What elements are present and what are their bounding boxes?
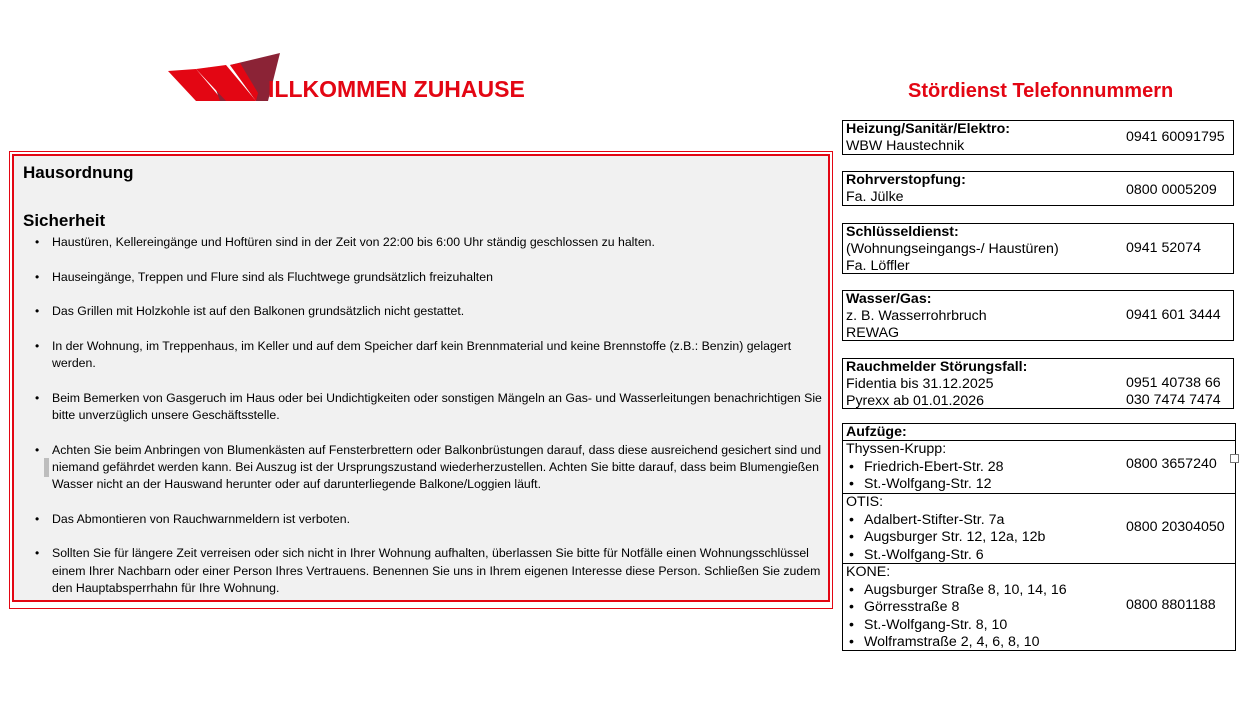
phone-number[interactable]: 0800 8801188 — [1126, 597, 1216, 613]
aufzug-company-kone — [843, 563, 1235, 650]
address-item: • St.-Wolfgang-Str. 6 — [846, 547, 1235, 565]
rules-list — [23, 234, 822, 615]
card-label: Rohrverstopfung: — [846, 172, 966, 188]
rule-item: • Sollten Sie für längere Zeit verreisen oder sich nicht in Ihrer Wohnung aufhalten, überlassen Sie bitte für Notfälle einen Wohnungsschlüssel einem Ihrer Nachbarn oder einer Person Ihres Vertrauens. Benennen Sie uns in Ihrem eigenen Interesse diese Person. Schließen Sie zudem den Hauptabsperrhahn für Ihre Wohnung. — [52, 545, 822, 597]
phone-number[interactable]: 0941 52074 — [1126, 240, 1201, 256]
rule-item: • Das Abmontieren von Rauchwarnmeldern ist verboten. — [52, 511, 822, 528]
company-name: KONE: — [846, 564, 891, 580]
logo-text: ILLKOMMEN ZUHAUSE — [268, 76, 525, 102]
card-line: z. B. Wasserrohrbruch — [846, 308, 987, 324]
phone-number[interactable]: 0951 40738 66 — [1126, 375, 1221, 391]
hausordnung-title: Hausordnung — [23, 163, 134, 182]
company-name: OTIS: — [846, 494, 884, 510]
w-logo-icon — [168, 53, 283, 103]
rule-item: • Haustüren, Kellereingänge und Hoftüren sind in der Zeit von 22:00 bis 6:00 Uhr ständig geschlossen zu halten. — [52, 234, 822, 251]
table-edit-handle-icon[interactable] — [1230, 454, 1239, 463]
aufzug-company-otis — [843, 493, 1235, 563]
phone-number[interactable]: 0800 20304050 — [1126, 519, 1225, 535]
address-item: • Adalbert-Stifter-Str. 7a — [846, 512, 1235, 530]
hausordnung-inner — [12, 154, 830, 602]
address-item: • Augsburger Str. 12, 12a, 12b — [846, 529, 1235, 547]
company-name: Thyssen-Krupp: — [846, 441, 947, 457]
card-line: Fa. Jülke — [846, 189, 904, 205]
rule-item: • Beim Bemerken von Gasgeruch im Haus oder bei Undichtigkeiten oder sonstigen Mängeln an Gas- und Wasserleitungen benachrichtigen Sie bitte unverzüglich unsere Geschäftsstelle. — [52, 390, 822, 425]
contact-card-rauchmelder — [842, 358, 1234, 409]
aufzug-company-thyssen — [843, 440, 1235, 493]
phone-number[interactable]: 0941 60091795 — [1126, 129, 1225, 145]
card-label: Rauchmelder Störungsfall: — [846, 359, 1028, 375]
card-label: Wasser/Gas: — [846, 291, 932, 307]
address-item: • Augsburger Straße 8, 10, 14, 16 — [846, 582, 1235, 600]
aufzuege-table — [842, 423, 1236, 651]
contact-card-rohrverstopfung — [842, 171, 1234, 206]
card-line: (Wohnungseingangs-/ Haustüren) — [846, 241, 1059, 257]
logo — [168, 53, 528, 105]
phone-number[interactable]: 0800 0005209 — [1126, 182, 1217, 198]
card-line: Pyrexx ab 01.01.2026 — [846, 393, 985, 409]
phone-number[interactable]: 030 7474 7474 — [1126, 392, 1221, 408]
aufzuege-header — [843, 424, 1235, 440]
rule-item: • Hauseingänge, Treppen und Flure sind als Fluchtwege grundsätzlich freizuhalten — [52, 269, 822, 286]
card-label: Aufzüge: — [846, 424, 907, 440]
phone-number[interactable]: 0800 3657240 — [1126, 456, 1217, 472]
address-item: • Wolframstraße 2, 4, 6, 8, 10 — [846, 634, 1235, 652]
address-item: • St.-Wolfgang-Str. 12 — [846, 476, 1235, 494]
address-item: • Friedrich-Ebert-Str. 28 — [846, 459, 1235, 477]
rule-item: • In der Wohnung, im Treppenhaus, im Keller und auf dem Speicher darf kein Brennmaterial und keine Brennstoffe (z.B.: Benzin) gelagert werden. — [52, 338, 822, 373]
phone-number[interactable]: 0941 601 3444 — [1126, 307, 1221, 323]
card-line: REWAG — [846, 325, 900, 341]
rule-item: • Das Grillen mit Holzkohle ist auf den Balkonen grundsätzlich nicht gestattet. — [52, 303, 822, 320]
address-item: • Görresstraße 8 — [846, 599, 1235, 617]
card-line: Fa. Löffler — [846, 258, 910, 274]
card-label: Heizung/Sanitär/Elektro: — [846, 121, 1010, 137]
contact-card-schluesseldienst — [842, 223, 1234, 274]
section-heading-sicherheit: Sicherheit — [23, 211, 106, 230]
contact-card-heizung — [842, 120, 1234, 155]
hausordnung-box — [9, 151, 833, 609]
card-label: Schlüsseldienst: — [846, 224, 959, 240]
rule-item: • Achten Sie beim Anbringen von Blumenkästen auf Fensterbrettern oder Balkonbrüstungen darauf, dass diese ausreichend gesichert sind und niemand gefährdet werden kann. Bei Auszug ist der Ursprungszustand wiederherzustellen. Achten Sie bitte darauf, dass beim Blumengießen Wasser nicht an der Hauswand herunter oder auf darunterliegende Balkone/Loggien läuft. — [52, 442, 822, 494]
stoerdienst-title: Stördienst Telefonnummern — [908, 80, 1174, 102]
address-item: • St.-Wolfgang-Str. 8, 10 — [846, 617, 1235, 635]
card-line: WBW Haustechnik — [846, 138, 965, 154]
text-cursor-marker — [44, 458, 49, 477]
card-line: Fidentia bis 31.12.2025 — [846, 376, 994, 392]
contact-card-wasser-gas — [842, 290, 1234, 341]
